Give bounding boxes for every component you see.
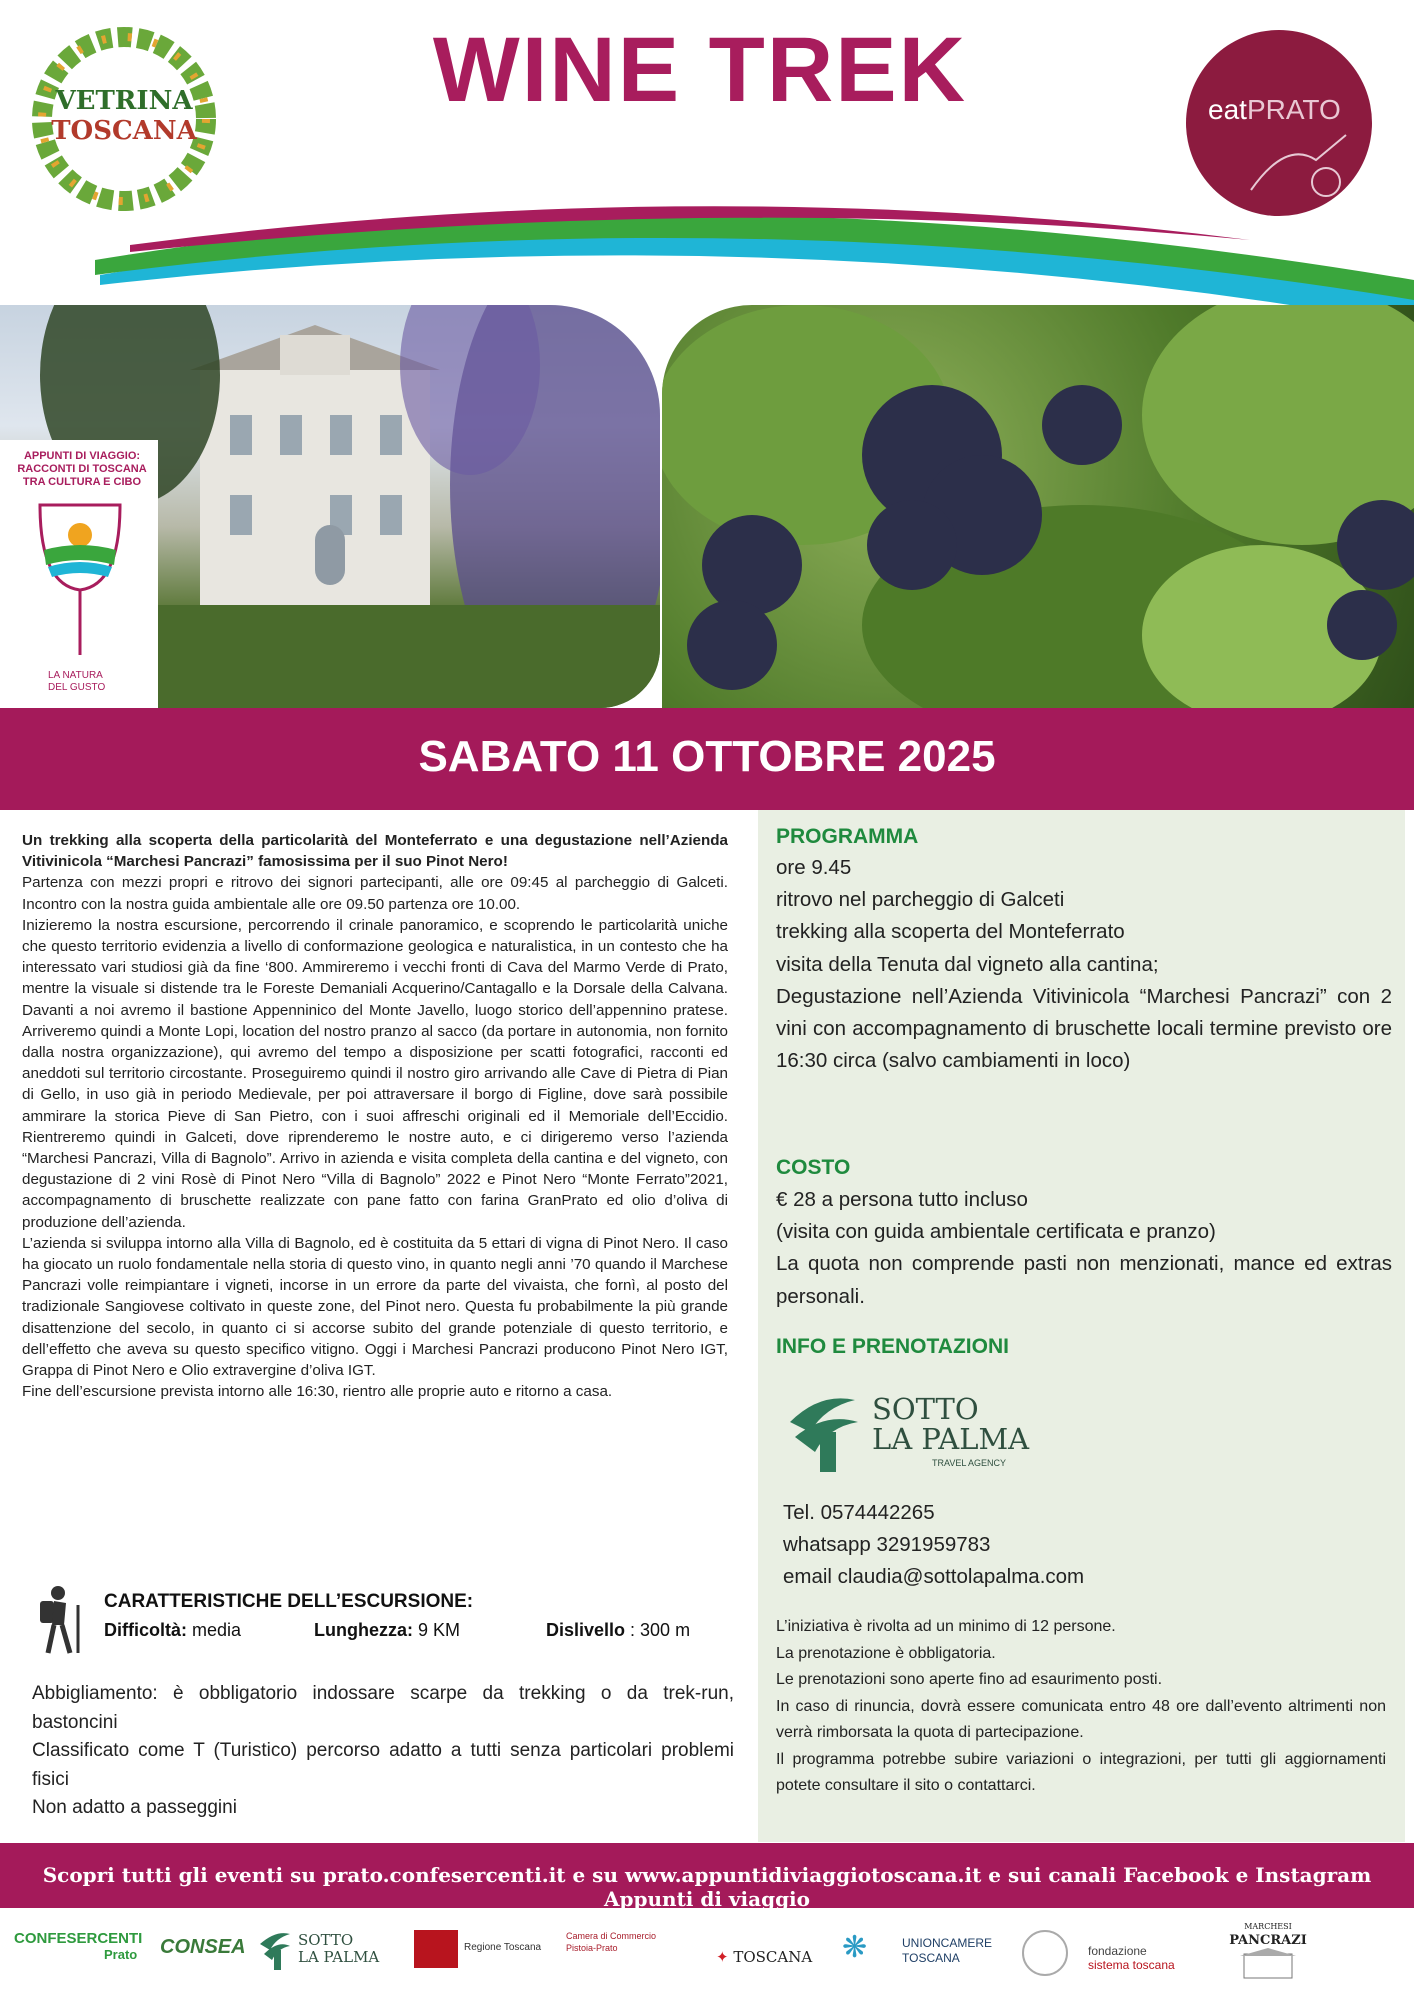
booking-note: La prenotazione è obbligatoria. — [776, 1644, 996, 1662]
contacts — [783, 1497, 1399, 1594]
description-p4: Fine dell’escursione prevista intorno alle 16:30, rientro alle proprie auto e ritorno a casa. — [22, 1383, 613, 1401]
contact-email[interactable]: email claudia@sottolapalma.com — [783, 1565, 1085, 1589]
appunti-line3: TRA CULTURA E CIBO — [22, 476, 142, 488]
description-intro: Un trekking alla scoperta della particolarità del Monteferrato e una degustazione nell’Azienda Vitivinicola “Marchesi Pancrazi” famosissima per il suo Pinot Nero! — [22, 832, 728, 871]
booking-note: In caso di rinuncia, dovrà essere comunicata entro 48 ore dall’evento altrimenti non verrà rimborsata la quota di partecipazione. — [776, 1697, 1386, 1741]
sponsor-pancrazi — [1228, 1920, 1308, 1984]
info-heading: INFO E PRENOTAZIONI — [776, 1335, 1009, 1358]
sponsor-cc-line1: Camera di Commercio — [566, 1931, 657, 1941]
appunti-line4: LA NATURA — [48, 670, 103, 681]
sponsor-cc-line2: Pistoia-Prato — [566, 1943, 618, 1953]
unioncamere-icon: ❋ — [842, 1931, 868, 1964]
footer-text: Scopri tutti gli eventi su prato.confesercenti.it e su www.appuntidiviaggiotoscana.it e sui canali Facebook e Instagram Appunti di viaggio — [42, 1863, 1372, 1911]
agency-line1: SOTTO — [872, 1392, 979, 1426]
agency-line3: TRAVEL AGENCY — [932, 1458, 1007, 1468]
grapes-photo — [662, 305, 1414, 708]
booking-notes — [776, 1614, 1386, 1800]
sponsor-toscana — [716, 1948, 812, 1966]
sponsor-regione-name: Regione Toscana — [464, 1942, 542, 1953]
description-text — [22, 830, 728, 1402]
pegasus-icon — [414, 1930, 458, 1968]
difficulty-label: Difficoltà: — [104, 1620, 187, 1640]
sotto-la-palma-logo — [780, 1388, 1040, 1478]
sponsor-confesercenti-name: CONFESERCENTI — [14, 1930, 143, 1947]
program-list — [776, 852, 1392, 1077]
cost-heading: COSTO — [776, 1156, 851, 1179]
cost-line: (visita con guida ambientale certificata e pranzo) — [776, 1220, 1216, 1244]
elevation-value: : 300 m — [625, 1620, 691, 1640]
length-label: Lunghezza: — [314, 1620, 413, 1640]
appunti-line2: RACCONTI DI TOSCANA — [17, 463, 147, 475]
booking-note: Il programma potrebbe subire variazioni o integrazioni, per tutti gli aggiornamenti potete consultare il sito o contattarci. — [776, 1750, 1386, 1794]
sponsor-fondazione-line1: fondazione — [1088, 1944, 1147, 1958]
hiker-icon — [30, 1585, 90, 1655]
ball-icon — [1022, 1930, 1068, 1976]
cost-list — [776, 1184, 1392, 1313]
villa-sketch-icon — [1228, 1948, 1308, 1980]
page-title: WINE TREK — [432, 19, 968, 121]
agency-line2: LA PALMA — [872, 1422, 1030, 1456]
eat-prato-logo — [1186, 30, 1372, 216]
vetrina-line2: TOSCANA — [51, 116, 197, 146]
sponsor-toscana-name: TOSCANA — [733, 1948, 813, 1966]
palm-icon — [780, 1392, 860, 1472]
sponsor-pancrazi-line2: PANCRAZI — [1229, 1933, 1307, 1948]
booking-note: Le prenotazioni sono aperte fino ad esaurimento posti. — [776, 1671, 1163, 1688]
palm-icon — [258, 1930, 292, 1970]
difficulty-value: media — [187, 1620, 242, 1640]
contact-tel[interactable]: Tel. 0574442265 — [783, 1501, 935, 1524]
program-line: ritrovo nel parcheggio di Galceti — [776, 888, 1065, 912]
booking-note: L’iniziativa è rivolta ad un minimo di 12 persone. — [776, 1618, 1116, 1635]
program-line: ore 9.45 — [776, 856, 852, 879]
eat-prato-a: eat — [1208, 94, 1247, 125]
cost-line: La quota non comprende pasti non menzionati, mance ed extras personali. — [776, 1252, 1392, 1308]
description-p2: Inizieremo la nostra escursione, percorrendo il crinale panoramico, e scoprendo le particolarità uniche che questo territorio evidenzia a livello di conformazione geologica e naturalistica, in un contesto che ha interessato vari studiosi già da fine ‘800. Ammireremo i vecchi fronti di Cava del Marmo Verde di Prato, mentre la visuale si distende tra le Foreste Demaniali Acquerino/Cantagallo e la Dorsale della Calvana. Davanti a noi avremo il bastione Appenninico del Monte Javello, luogo storico dell’appennino pratese. Arriveremo quindi a Monte Lopi, location del nostro pranzo al sacco (da portare in autonomia, non fornito dalla nostra organizzazione), qui avremo del tempo a disposizione per scatti fotografici, racconti ed aneddoti sul territorio circostante. Proseguiremo quindi il nostro giro arrivando alle Cave di Pietra di Pian di Gello, in uso già in periodo Medievale, per poi attraversare il borgo di Figline, dove sarà possibile ammirare la storica Pieve di San Pietro, con i suoi affreschi originali ed il Memoriale dell’Eccidio. Rientreremo quindi in Galceti, dove riprenderemo le nostre auto, e ci dirigeremo verso l’azienda “Marchesi Pancrazi, Villa di Bagnolo”. Arrivo in azienda e visita completa della cantina e del vigneto, con degustazione di 2 vini Rosè di Pinot Nero “Villa di Bagnolo” 2022 e Pinot Nero “Monte Ferrato”2021, accompagnamento di bruschette realizzate con pane fatto con farina GranPrato ed olio d’oliva di produzione dell’azienda. — [22, 916, 728, 1231]
description-p1: Partenza con mezzi propri e ritrovo dei signori partecipanti, alle ore 09:45 al parcheggio di Galceti. Incontro con la nostra guida ambientale alle ore 09.50 partenza ore 10.00. — [22, 874, 728, 913]
note-classification: Classificato come T (Turistico) percorso adatto a tutti senza particolari problemi fisici — [32, 1740, 734, 1790]
sponsor-fondazione-line2: sistema toscana — [1088, 1958, 1175, 1972]
description-p3: L’azienda si sviluppa intorno alla Villa di Bagnolo, ed è costituita da 5 ettari di vigna di Pinot Nero. Il caso ha giocato un ruolo fondamentale nella storia di questo vino, in quanto negli anni ’70 quando il Marchese Pancrazi volle reimpiantare i vigneti, incorse in un errore da parte del vivaista, che fornì, al posto del tradizionale Sangiovese coltivato in queste zone, del Pinot nero. Questa fu probabilmente la più grande disattenzione del secolo, in quanto ci si accorse subito del grande potenziale di questo territorio, e dell’effetto che aveva su questo specifico vitigno. Oggi i Marchesi Pancrazi producono Pinot Nero IGT, Grappa di Pinot Nero e Olio extravergine d’oliva IGT. — [22, 1234, 728, 1380]
characteristics-notes — [32, 1680, 734, 1823]
program-line: Degustazione nell’Azienda Vitivinicola “Marchesi Pancrazi” con 2 vini con accompagnamento di bruschette locali termine previsto ore 16:30 circa (salvo cambiamenti in loco) — [776, 984, 1392, 1073]
sponsor-unioncamere-line2: TOSCANA — [902, 1951, 960, 1965]
sponsor-confesercenti-city: Prato — [104, 1947, 138, 1962]
wine-glass-icon — [30, 495, 130, 665]
program-line: visita della Tenuta dal vigneto alla cantina; — [776, 952, 1159, 976]
length — [314, 1620, 460, 1641]
vetrina-toscana-logo — [24, 24, 224, 214]
appunti-line5: DEL GUSTO — [48, 682, 106, 693]
characteristics-heading: CARATTERISTICHE DELL’ESCURSIONE: — [104, 1591, 474, 1612]
sponsor-palma-line1: SOTTO — [298, 1931, 354, 1949]
appunti-di-viaggio-logo — [0, 440, 158, 708]
cost-line: € 28 a persona tutto incluso — [776, 1188, 1028, 1211]
note-strollers: Non adatto a passeggini — [32, 1797, 237, 1819]
elevation — [546, 1620, 690, 1641]
event-date: SABATO 11 OTTOBRE 2025 — [418, 732, 996, 781]
note-clothing: Abbigliamento: è obbligatorio indossare scarpe da trekking o da trek-run, bastoncini — [32, 1683, 734, 1733]
elevation-label: Dislivello — [546, 1620, 626, 1640]
vetrina-line1: VETRINA — [55, 86, 193, 116]
contact-whatsapp[interactable]: whatsapp 3291959783 — [783, 1533, 991, 1557]
length-value: 9 KM — [413, 1620, 461, 1640]
program-line: trekking alla scoperta del Monteferrato — [776, 920, 1125, 944]
sponsor-confesercenti — [14, 1930, 142, 1962]
toscana-mark-icon: ✦ — [716, 1948, 734, 1966]
sponsor-pancrazi-line1: MARCHESI — [1244, 1922, 1292, 1931]
eat-prato-b: PRATO — [1246, 94, 1341, 125]
sponsor-consea: CONSEA — [160, 1936, 246, 1958]
difficulty — [104, 1620, 241, 1641]
sponsor-unioncamere-line1: UNIONCAMERE — [902, 1936, 993, 1950]
program-heading: PROGRAMMA — [776, 825, 919, 848]
sponsor-camera-commercio — [566, 1930, 656, 1954]
appunti-line1: APPUNTI DI VIAGGIO: — [23, 450, 141, 462]
sponsor-palma-line2: LA PALMA — [298, 1948, 380, 1966]
